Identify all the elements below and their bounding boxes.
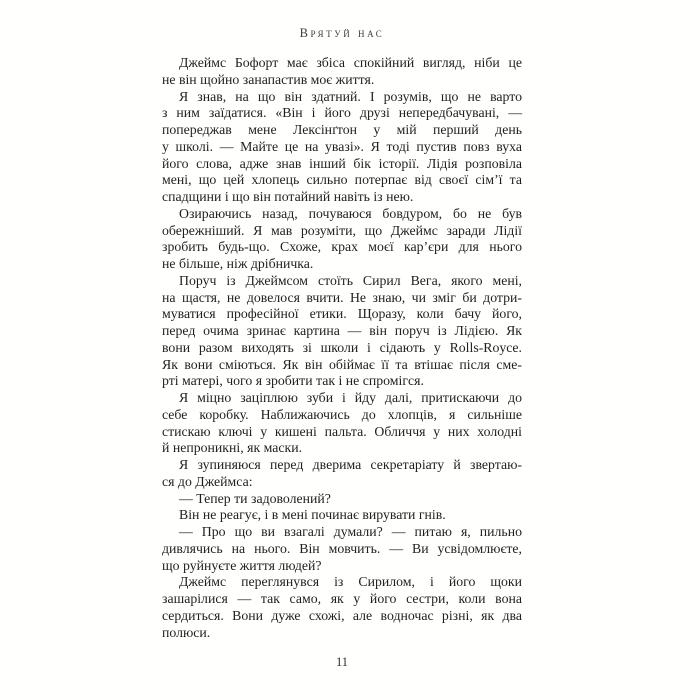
text-line: мені, що цей хлопець сильно потерпає від своєї сім’ї та: [162, 172, 522, 188]
text-column: [162, 55, 522, 641]
text-line: попереджав мене Лексінґтон у мій перший день: [162, 122, 522, 137]
paragraph: [162, 457, 522, 491]
text-line: Як вони сміються. Як він обіймає її та втішає після сме-: [162, 356, 522, 372]
text-line: не він щойно занапастив моє життя.: [162, 71, 375, 87]
text-line: рті матері, чого я зробити так і не спромігся.: [162, 373, 424, 389]
paragraph: [162, 524, 522, 574]
text-line: Озираючись назад, почуваюся бовдуром, бо не був: [179, 205, 522, 221]
running-header: Врятуй нас: [299, 26, 385, 40]
text-line: сердиться. Вони дуже схожі, але водночас різні, як два: [162, 607, 522, 623]
text-line: дивлячись на нього. Він мовчить. — Ви усвідомлюєте,: [162, 540, 522, 556]
paragraph: [162, 89, 522, 206]
text-line: Поруч із Джеймсом стоїть Сирил Вега, якого мені,: [179, 272, 522, 288]
text-line: обережніший. Я мав розуміти, що Джеймс заради Лідії: [162, 222, 522, 238]
text-line: Я зупиняюся перед дверима секретаріату й звертаю-: [179, 457, 522, 472]
paragraph: [162, 273, 522, 390]
text-line: — Тепер ти задоволений?: [179, 490, 331, 506]
text-line: спадщини і що він потайний навіть із нею.: [162, 189, 414, 204]
text-line: зашарілися — так само, як у його сестри, коли вона: [162, 591, 522, 606]
text-line: що руйнуєте життя людей?: [162, 557, 322, 573]
text-line: не більше, ніж дрібничка.: [162, 256, 314, 271]
text-line: перед очима зринає картина — він поруч із Лідією. Як: [162, 323, 522, 338]
paragraph: [162, 390, 522, 457]
paragraph: [162, 507, 522, 524]
text-line: — Про що ви взагалі думали? — питаю я, пильно: [179, 524, 522, 539]
text-line: зробить будь-що. Схоже, крах моєї кар’єри для нього: [162, 239, 522, 255]
text-line: муватися професійної етики. Щоразу, коли бачу його,: [162, 306, 522, 322]
text-line: Він не реагує, і в мені починає вирувати гнів.: [179, 507, 446, 523]
text-line: у школі. — Майте це на увазі». Я тоді пустив повз вуха: [162, 138, 522, 154]
text-line: вони разом виходять зі школи і сідають у Rolls-Royce.: [162, 339, 522, 355]
text-line: ся до Джеймса:: [162, 473, 253, 489]
text-line: й непроникні, як маски.: [162, 440, 303, 456]
page-number: 11: [335, 655, 349, 669]
text-line: себе коробку. Наближаючись до хлопців, я сильніше: [162, 406, 522, 422]
text-line: Я знав, на що він здатний. І розумів, що не варто: [179, 88, 522, 104]
text-line: на щастя, не довелося вчити. Не знаю, чи зміг би дотри-: [162, 289, 522, 305]
paragraph: [162, 574, 522, 641]
text-line: стискаю ключі у кишені пальта. Обличчя у них холодні: [162, 423, 522, 439]
text-line: з ним заїдатися. «Він і його друзі непередбачувані, —: [162, 105, 522, 121]
text-line: Джеймс Бофорт має збіса спокійний вигляд, ніби це: [179, 55, 522, 70]
text-line: його слова, адже знав інший бік історії. Лідія розповіла: [162, 155, 522, 171]
text-line: Я міцно заціплюю зуби і йду далі, притискаючи до: [179, 390, 522, 405]
text-line: Джеймс переглянувся із Сирилом, і його щоки: [179, 574, 522, 590]
paragraph: [162, 206, 522, 273]
text-line: полюси.: [162, 624, 211, 640]
paragraph: [162, 491, 522, 508]
paragraph: [162, 55, 522, 89]
